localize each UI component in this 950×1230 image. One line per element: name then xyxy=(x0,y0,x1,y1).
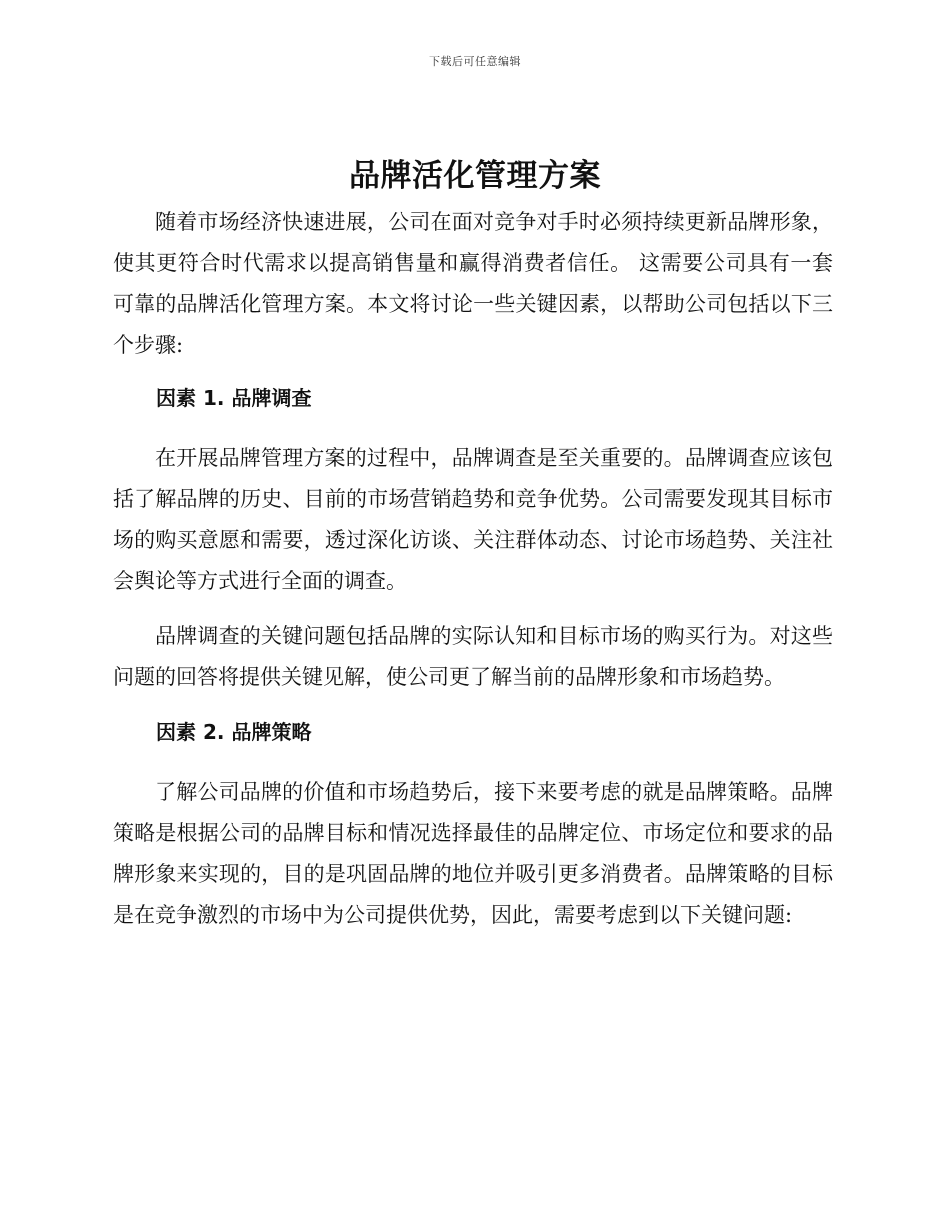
paragraph-text: 在开展品牌管理方案的过程中，品牌调查是至关重要的。品牌调查应该包括了解品牌的历史、目前的市场营销趋势和竞争优势。公司需要发现其目标市场的购买意愿和需要，透过深化访谈、关注群体动态、讨论市场趋势、关注社会舆论等方式进行全面的调查。 xyxy=(113,446,833,593)
section-paragraph xyxy=(113,438,833,602)
intro-text: 随着市场经济快速进展，公司在面对竞争对手时必须持续更新品牌形象，使其更符合时代需求以提高销售量和赢得消费者信任。 这需要公司具有一套可靠的品牌活化管理方案。本文将讨论一些关键因素，以帮助公司包括以下三个步骤: xyxy=(113,210,833,357)
section-paragraph xyxy=(113,772,833,936)
intro-paragraph xyxy=(113,202,833,366)
page-header: 下载后可任意编辑 xyxy=(429,55,521,68)
section-heading-brand-strategy: 因素 2. 品牌策略 xyxy=(156,720,312,744)
paragraph-text: 了解公司品牌的价值和市场趋势后，接下来要考虑的就是品牌策略。品牌策略是根据公司的品牌目标和情况选择最佳的品牌定位、市场定位和要求的品牌形象来实现的，目的是巩固品牌的地位并吸引更多消费者。品牌策略的目标是在竞争激烈的市场中为公司提供优势，因此，需要考虑到以下关键问题: xyxy=(113,780,833,927)
section-heading-brand-research: 因素 1. 品牌调查 xyxy=(156,386,312,410)
section-paragraph xyxy=(113,616,833,698)
page-title: 品牌活化管理方案 xyxy=(349,158,601,194)
paragraph-text: 品牌调查的关键问题包括品牌的实际认知和目标市场的购买行为。对这些问题的回答将提供关键见解，使公司更了解当前的品牌形象和市场趋势。 xyxy=(113,624,833,689)
